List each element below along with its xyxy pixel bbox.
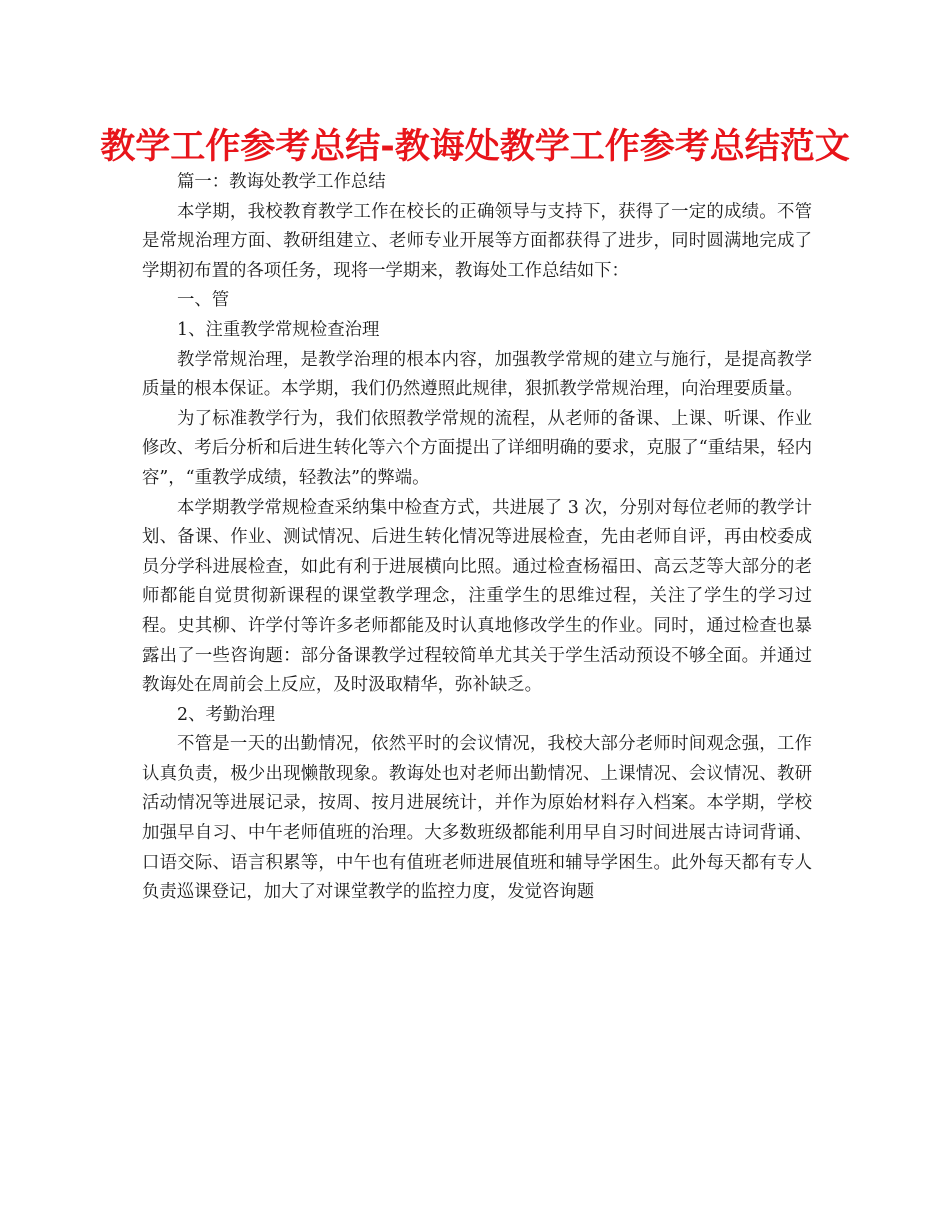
document-title: 教学工作参考总结-教诲处教学工作参考总结范文 <box>100 127 850 167</box>
body-paragraph: 不管是一天的出勤情况，依然平时的会议情况，我校大部分老师时间观念强，工作认真负责，极少出现懒散现象。教诲处也对老师出勤情况、上课情况、会议情况、教研活动情况等进展记录，按周、按月进展统计，并作为原始材料存入档案。本学期，学校加强早自习、中午老师值班的治理。大多数班级都能利用早自习时间进展古诗词背诵、口语交际、语言积累等，中午也有值班老师进展值班和辅导学困生。此外每天都有专人负责巡课登记，加大了对课堂教学的监控力度，发觉咨询题 <box>142 734 812 903</box>
subsection-heading: 1、注重教学常规检查治理 <box>177 319 380 340</box>
subsection-heading: 2、考勤治理 <box>177 704 276 725</box>
section-heading: 篇一：教诲处教学工作总结 <box>177 172 386 192</box>
body-paragraph: 本学期教学常规检查采纳集中检查方式，共进展了 3 次，分别对每位老师的教学计划、备课、作业、测试情况、后进生转化情况等进展检查，先由老师自评，再由校委成员分学科进展检查，如此有利于进展横向比照。通过检查杨福田、高云芝等大部分的老师都能自觉贯彻新课程的课堂教学理念，注重学生的思维过程，关注了学生的学习过程。史其柳、许学付等许多老师都能及时认真地修改学生的作业。同时，通过检查也暴露出了一些咨询题：部分备课教学过程较简单尤其关于学生活动预设不够全面。并通过教诲处在周前会上反应，及时汲取精华，弥补缺乏。 <box>142 497 812 696</box>
document-body <box>142 168 812 908</box>
section-heading: 一、管 <box>177 290 230 311</box>
body-paragraph: 本学期，我校教育教学工作在校长的正确领导与支持下，获得了一定的成绩。不管是常规治理方面、教研组建立、老师专业开展等方面都获得了进步，同时圆满地完成了学期初布置的各项任务，现将一学期来，教诲处工作总结如下： <box>142 201 812 281</box>
body-paragraph: 教学常规治理，是教学治理的根本内容，加强教学常规的建立与施行，是提高教学质量的根本保证。本学期，我们仍然遵照此规律，狠抓教学常规治理，向治理要质量。 <box>142 349 812 400</box>
body-paragraph: 为了标准教学行为，我们依照教学常规的流程，从老师的备课、上课、听课、作业修改、考后分析和后进生转化等六个方面提出了详细明确的要求，克服了“重结果，轻内容”，“重教学成绩，轻教法”的弊端。 <box>142 408 812 488</box>
